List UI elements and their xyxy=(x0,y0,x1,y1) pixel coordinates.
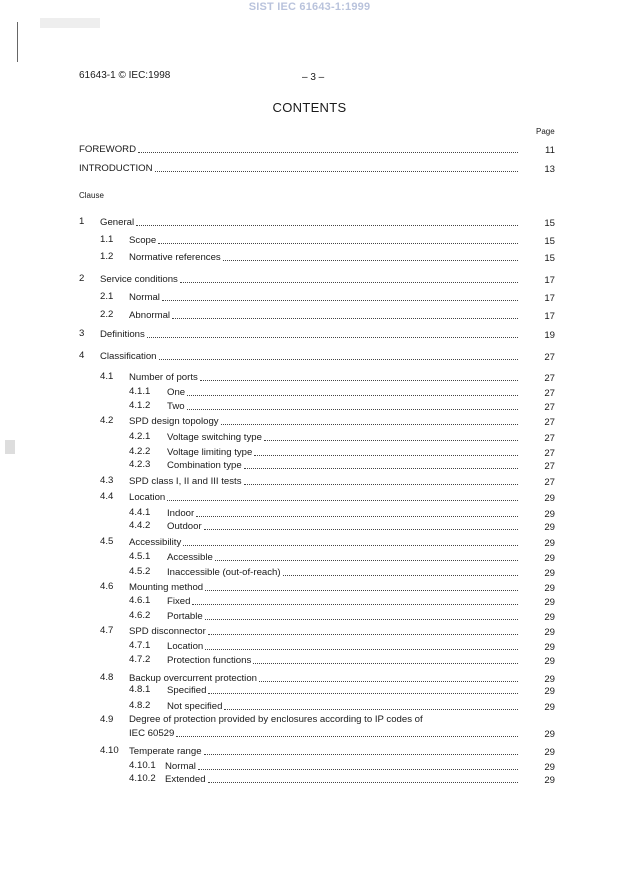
scan-margin-line xyxy=(17,22,18,62)
toc-entry-page: 27 xyxy=(544,373,555,384)
dot-leader xyxy=(196,516,518,517)
toc-entry-page: 29 xyxy=(544,702,555,713)
toc-entry-number: 4.2.1 xyxy=(129,431,151,442)
toc-entry-label: Location xyxy=(129,492,166,503)
dot-leader xyxy=(158,243,518,244)
toc-entry-page: 29 xyxy=(544,674,555,685)
toc-entry-page: 29 xyxy=(544,597,555,608)
toc-entry[interactable] xyxy=(129,309,523,322)
toc-entry[interactable] xyxy=(129,581,523,594)
toc-entry-label: Mounting method xyxy=(129,582,204,593)
toc-entry-label: Normative references xyxy=(129,252,221,263)
toc-entry[interactable] xyxy=(165,773,523,786)
dot-leader xyxy=(221,424,518,425)
toc-entry-page: 29 xyxy=(544,775,555,786)
toc-entry-label: Extended xyxy=(165,774,206,785)
toc-entry-number: 4.7 xyxy=(100,625,114,636)
toc-entry-page: 27 xyxy=(544,402,555,413)
toc-entry-label: Portable xyxy=(167,611,203,622)
toc-entry-label: Classification xyxy=(100,351,157,362)
toc-entry[interactable] xyxy=(167,520,523,533)
toc-entry-label: Outdoor xyxy=(167,521,202,532)
toc-entry-number: 2.1 xyxy=(100,291,114,302)
dot-leader xyxy=(208,634,518,635)
toc-entry-page: 29 xyxy=(544,627,555,638)
dot-leader xyxy=(204,754,518,755)
toc-entry-number: 4.10.1 xyxy=(129,760,156,771)
toc-entry-page: 11 xyxy=(545,145,555,156)
toc-entry-label: Service conditions xyxy=(100,274,178,285)
toc-entry-page: 29 xyxy=(544,538,555,549)
toc-entry[interactable] xyxy=(129,234,523,247)
dot-leader xyxy=(264,440,518,441)
toc-entry-page: 27 xyxy=(544,352,555,363)
toc-entry[interactable] xyxy=(167,700,523,713)
header-left: 61643-1 © IEC:1998 xyxy=(79,70,171,81)
toc-entry[interactable] xyxy=(129,251,523,264)
toc-entry[interactable] xyxy=(129,491,523,504)
dot-leader xyxy=(215,560,518,561)
toc-entry-number: 4.8 xyxy=(100,672,114,683)
dot-leader xyxy=(138,152,518,153)
toc-entry-number: 4.7.1 xyxy=(129,640,151,651)
toc-entry-label: Abnormal xyxy=(129,310,171,321)
toc-entry-number: 4.10 xyxy=(100,745,119,756)
toc-entry-number: 4.4.1 xyxy=(129,507,151,518)
dot-leader xyxy=(259,681,518,682)
toc-entry-page: 27 xyxy=(544,461,555,472)
scan-smudge xyxy=(5,440,15,454)
toc-entry[interactable] xyxy=(167,400,523,413)
page-column-label: Page xyxy=(536,127,555,136)
toc-entry-number: 4.1 xyxy=(100,371,114,382)
toc-entry[interactable] xyxy=(167,654,523,667)
header-page-number: – 3 – xyxy=(302,72,325,83)
toc-entry-page: 13 xyxy=(544,164,555,175)
dot-leader xyxy=(192,604,518,605)
toc-entry-label: Accessible xyxy=(167,552,213,563)
toc-entry[interactable] xyxy=(79,162,523,175)
dot-leader xyxy=(204,529,518,530)
toc-entry-label: Two xyxy=(167,401,185,412)
toc-entry-label: Specified xyxy=(167,685,207,696)
toc-entry[interactable] xyxy=(129,371,523,384)
toc-entry-page: 15 xyxy=(544,236,555,247)
toc-entry-number: 4.6.1 xyxy=(129,595,151,606)
toc-entry[interactable] xyxy=(167,684,523,697)
toc-entry-number: 2 xyxy=(79,273,85,284)
toc-entry-page: 29 xyxy=(544,568,555,579)
dot-leader xyxy=(208,782,518,783)
toc-entry-number: 4.5.2 xyxy=(129,566,151,577)
toc-entry-number: 4.5 xyxy=(100,536,114,547)
toc-entry[interactable] xyxy=(167,459,523,472)
toc-entry-label: Combination type xyxy=(167,460,242,471)
dot-leader xyxy=(283,575,518,576)
toc-entry-page: 29 xyxy=(544,612,555,623)
toc-entry-label: One xyxy=(167,387,186,398)
toc-entry-label: Indoor xyxy=(167,508,195,519)
dot-leader xyxy=(254,455,518,456)
toc-entry[interactable] xyxy=(165,760,523,773)
toc-entry-number: 3 xyxy=(79,328,85,339)
toc-entry-label: INTRODUCTION xyxy=(79,163,153,174)
clause-label: Clause xyxy=(79,191,104,200)
dot-leader xyxy=(187,395,518,396)
toc-entry-number: 4.7.2 xyxy=(129,654,151,665)
toc-entry-page: 15 xyxy=(544,218,555,229)
toc-entry-page: 29 xyxy=(544,493,555,504)
toc-entry[interactable] xyxy=(129,727,523,740)
toc-entry[interactable] xyxy=(129,475,523,488)
toc-entry-number: 4.4 xyxy=(100,491,114,502)
toc-entry-number: 4 xyxy=(79,350,85,361)
toc-entry-page: 27 xyxy=(544,388,555,399)
toc-entry-label: Normal xyxy=(165,761,196,772)
dot-leader xyxy=(159,359,518,360)
toc-entry-label: Voltage limiting type xyxy=(167,447,253,458)
toc-entry-number: 4.6.2 xyxy=(129,610,151,621)
toc-entry[interactable] xyxy=(167,507,523,520)
toc-entry[interactable] xyxy=(167,446,523,459)
dot-leader xyxy=(200,380,518,381)
toc-entry-label: Accessibility xyxy=(129,537,182,548)
dot-leader xyxy=(208,693,518,694)
toc-entry-label: SPD class I, II and III tests xyxy=(129,476,242,487)
toc-entry-label: Not specified xyxy=(167,701,223,712)
toc-entry[interactable] xyxy=(79,143,523,156)
toc-entry[interactable] xyxy=(100,350,523,363)
toc-entry-label: Temperate range xyxy=(129,746,202,757)
toc-entry-number: 4.4.2 xyxy=(129,520,151,531)
toc-entry-number: 4.1.1 xyxy=(129,386,151,397)
dot-leader xyxy=(147,337,518,338)
dot-leader xyxy=(244,484,518,485)
dot-leader xyxy=(180,282,518,283)
dot-leader xyxy=(253,663,518,664)
toc-entry-page: 17 xyxy=(544,311,555,322)
page-title: CONTENTS xyxy=(272,100,347,115)
toc-entry-page: 29 xyxy=(544,747,555,758)
toc-entry-number: 1.2 xyxy=(100,251,114,262)
toc-entry-page: 27 xyxy=(544,433,555,444)
toc-entry-label: SPD disconnector xyxy=(129,626,206,637)
toc-entry-number: 4.2 xyxy=(100,415,114,426)
dot-leader xyxy=(172,318,518,319)
toc-entry-page: 19 xyxy=(544,330,555,341)
dot-leader xyxy=(155,171,518,172)
toc-entry[interactable] xyxy=(167,566,523,579)
dot-leader xyxy=(205,590,518,591)
toc-entry[interactable] xyxy=(167,610,523,623)
watermark: SIST IEC 61643-1:1999 xyxy=(248,1,371,13)
dot-leader xyxy=(205,649,518,650)
toc-entry-page: 29 xyxy=(544,509,555,520)
dot-leader xyxy=(223,260,518,261)
toc-entry-number: 4.1.2 xyxy=(129,400,151,411)
toc-entry[interactable] xyxy=(100,273,523,286)
toc-entry-page: 17 xyxy=(544,293,555,304)
toc-entry-number: 4.6 xyxy=(100,581,114,592)
toc-entry-page: 27 xyxy=(544,417,555,428)
toc-entry-page: 29 xyxy=(544,642,555,653)
toc-entry[interactable] xyxy=(167,386,523,399)
dot-leader xyxy=(224,709,518,710)
toc-entry-label: Protection functions xyxy=(167,655,252,666)
dot-leader xyxy=(167,500,518,501)
dot-leader xyxy=(162,300,518,301)
toc-entry[interactable] xyxy=(129,745,523,758)
toc-entry-number: 4.9 xyxy=(100,714,114,725)
toc-entry-label: Scope xyxy=(129,235,157,246)
toc-entry-label: General xyxy=(100,217,135,228)
toc-entry[interactable] xyxy=(100,216,523,229)
toc-entry[interactable] xyxy=(167,640,523,653)
toc-entry-number: 1 xyxy=(79,216,85,227)
toc-entry-page: 29 xyxy=(544,686,555,697)
dot-leader xyxy=(183,545,518,546)
toc-entry-page: 27 xyxy=(544,477,555,488)
toc-entry-page: 29 xyxy=(544,729,555,740)
toc-entry-number: 1.1 xyxy=(100,234,114,245)
toc-entry-label: Fixed xyxy=(167,596,191,607)
toc-entry[interactable] xyxy=(100,328,523,341)
dot-leader xyxy=(244,468,518,469)
toc-entry[interactable] xyxy=(167,431,523,444)
dot-leader xyxy=(187,409,518,410)
toc-entry[interactable] xyxy=(167,551,523,564)
toc-entry-page: 17 xyxy=(544,275,555,286)
toc-entry[interactable] xyxy=(129,536,523,549)
toc-entry[interactable] xyxy=(129,291,523,304)
toc-entry-label: Backup overcurrent protection xyxy=(129,673,257,684)
toc-entry-page: 29 xyxy=(544,522,555,533)
toc-entry-label: Normal xyxy=(129,292,160,303)
dot-leader xyxy=(136,225,518,226)
toc-entry-page: 29 xyxy=(544,553,555,564)
toc-entry-page: 29 xyxy=(544,656,555,667)
toc-entry-page: 15 xyxy=(544,253,555,264)
dot-leader xyxy=(176,736,518,737)
toc-entry-number: 4.10.2 xyxy=(129,773,156,784)
toc-entry-label: Number of ports xyxy=(129,372,198,383)
toc-entry-label: Inaccessible (out-of-reach) xyxy=(167,567,281,578)
toc-entry[interactable] xyxy=(129,625,523,638)
toc-entry[interactable] xyxy=(167,595,523,608)
toc-entry-label: Definitions xyxy=(100,329,145,340)
toc-entry-number: 4.2.2 xyxy=(129,446,151,457)
toc-entry-label: SPD design topology xyxy=(129,416,219,427)
toc-entry-number: 4.2.3 xyxy=(129,459,151,470)
toc-entry[interactable] xyxy=(129,415,523,428)
toc-entry-number: 2.2 xyxy=(100,309,114,320)
toc-entry-number: 4.8.2 xyxy=(129,700,151,711)
toc-entry-page: 27 xyxy=(544,448,555,459)
scan-smudge xyxy=(40,18,100,28)
toc-entry-label: Location xyxy=(167,641,204,652)
toc-entry-number: 4.3 xyxy=(100,475,114,486)
toc-entry-page: 29 xyxy=(544,583,555,594)
toc-entry-number: 4.5.1 xyxy=(129,551,151,562)
toc-entry-label: Degree of protection provided by enclosures according to IP codes of xyxy=(129,714,423,725)
toc-entry-page: 29 xyxy=(544,762,555,773)
toc-entry-number: 4.8.1 xyxy=(129,684,151,695)
dot-leader xyxy=(205,619,518,620)
dot-leader xyxy=(198,769,518,770)
toc-entry-label: Voltage switching type xyxy=(167,432,262,443)
toc-entry-label: IEC 60529 xyxy=(129,728,175,739)
toc-entry-label: FOREWORD xyxy=(79,144,137,155)
